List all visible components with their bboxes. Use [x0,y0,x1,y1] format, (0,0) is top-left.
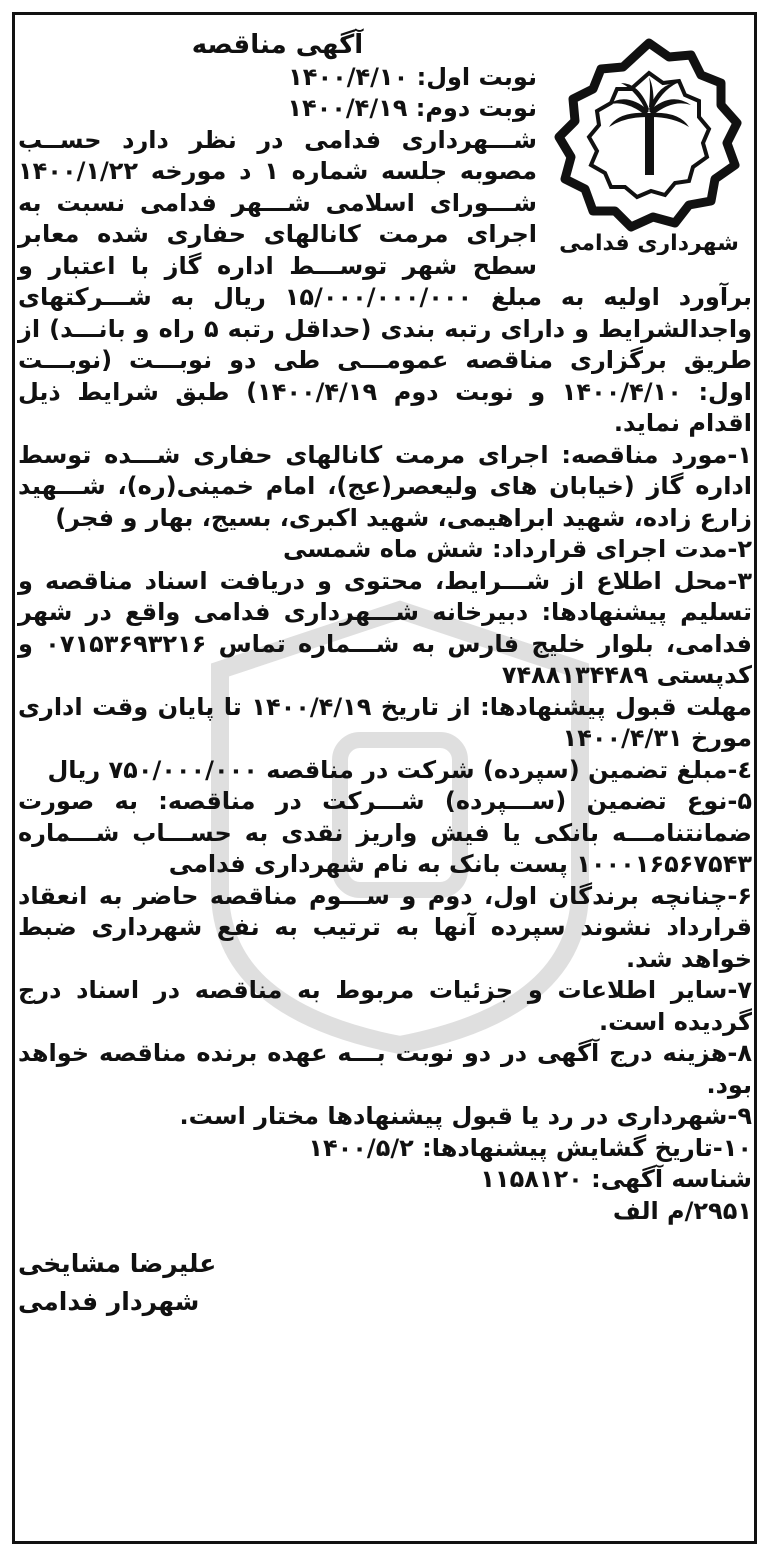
signer-role: شهردار فدامی [18,1287,200,1316]
intro-paragraph: شـــهرداری فدامی در نظر دارد حســب مصوبه جلسه شماره ۱ د مورخه ۱۴۰۰/۱/۲۲ شـــورای اسلامی شـــهر فدامی نسبت به اجرای مرمت کانالهای حفاری شده معابر سطح شهر توســـط اداره گاز با اعتبار و برآورد اولیه به مبلغ ۱۵/۰۰۰/۰۰۰/۰۰۰ ریال به شـــرکتهای واجدالشرایط و دارای رتبه بندی (حداقل رتبه ۵ راه و بانـــد) از طریق برگزاری مناقصه عمومـــی طی دو نوبـــت (نوبـــت اول: ۱۴۰۰/۴/۱۰ و نوبت دوم ۱۴۰۰/۴/۱۹) طبق شرایط ذیل اقدام نماید. [18,125,753,437]
ad-identifier: شناسه آگهی: ۱۱۵۸۱۲۰ [480,1165,752,1193]
tender-notice [18,30,752,1321]
municipality-logo [547,30,752,255]
first-publication-date: نوبت اول: ۱۴۰۰/۴/۱۰ [288,62,537,91]
item-documents-location: ۳-محل اطلاع از شـــرایط، محتوی و دریافت اسناد مناقصه و تسلیم پیشنهادها: دبیرخانه شـــهرداری فدامی واقع در شهر فدامی، بلوار خلیج فارس به شـــماره تماس ۰۷۱۵۳۶۹۳۲۱۶ و کدپستی ۷۴۸۸۱۳۴۴۸۹ [18,566,752,689]
item-guarantee-amount: ٤-مبلغ تضمین (سپرده) شرکت در مناقصه ۷۵۰/۰۰۰/۰۰۰ ریال [47,755,752,784]
item-ad-cost: ۸-هزینه درج آگهی در دو نوبت بـــه عهده برنده مناقصه خواهد بود. [18,1039,752,1099]
item-guarantee-type: ۵-نوع تضمین (ســـپرده) شـــرکت در مناقصه: به صورت ضمانتنامـــه بانکی یا فیش واریز نقدی به حســـاب شـــماره ۱۰۰۰۱۶۵۶۷۵۴۳ پست بانک به نام شهرداری فدامی [18,787,752,878]
signer-name: علیرضا مشایخی [18,1249,217,1278]
item-duration: ۲-مدت اجرای قرارداد: شش ماه شمسی [282,535,752,563]
item-opening-date: ۱۰-تاریخ گشایش پیشنهادها: ۱۴۰۰/۵/۲ [308,1133,752,1162]
item-other-info: ۷-سایر اطلاعات و جزئیات مربوط به مناقصه در اسناد درج گردیده است. [18,976,752,1036]
notice-title: آگهی مناقصه [191,30,364,60]
item-deadline: مهلت قبول پیشنهادها: از تاریخ ۱۴۰۰/۴/۱۹ تا پایان وقت اداری مورخ ۱۴۰۰/۴/۳۱ [18,692,752,752]
palm-tree-emblem-icon [547,30,752,255]
signature-block [18,1245,752,1321]
item-forfeit: ۶-چنانچه برندگان اول، دوم و ســـوم مناقصه حاضر به انعقاد قرارداد نشوند سپرده آنها به ترتیب به نفع شهرداری ضبط خواهد شد. [18,881,752,973]
item-rights: ۹-شهرداری در رد یا قبول پیشنهادها مختار است. [179,1102,752,1130]
logo-caption: شهرداری فدامی [559,231,739,255]
second-publication-date: نوبت دوم: ۱۴۰۰/۴/۱۹ [287,94,537,122]
reference-number: ۲۹۵۱/م الف [612,1196,752,1225]
item-subject: ۱-مورد مناقصه: اجرای مرمت کانالهای حفاری شـــده توسط اداره گاز (خیابان های ولیعصر(عج)، امام خمینی(ره)، شـــهید زارع زاده، شهید ابراهیمی، شهید اکبری، بسیج، بهار و فجر) [18,440,752,532]
